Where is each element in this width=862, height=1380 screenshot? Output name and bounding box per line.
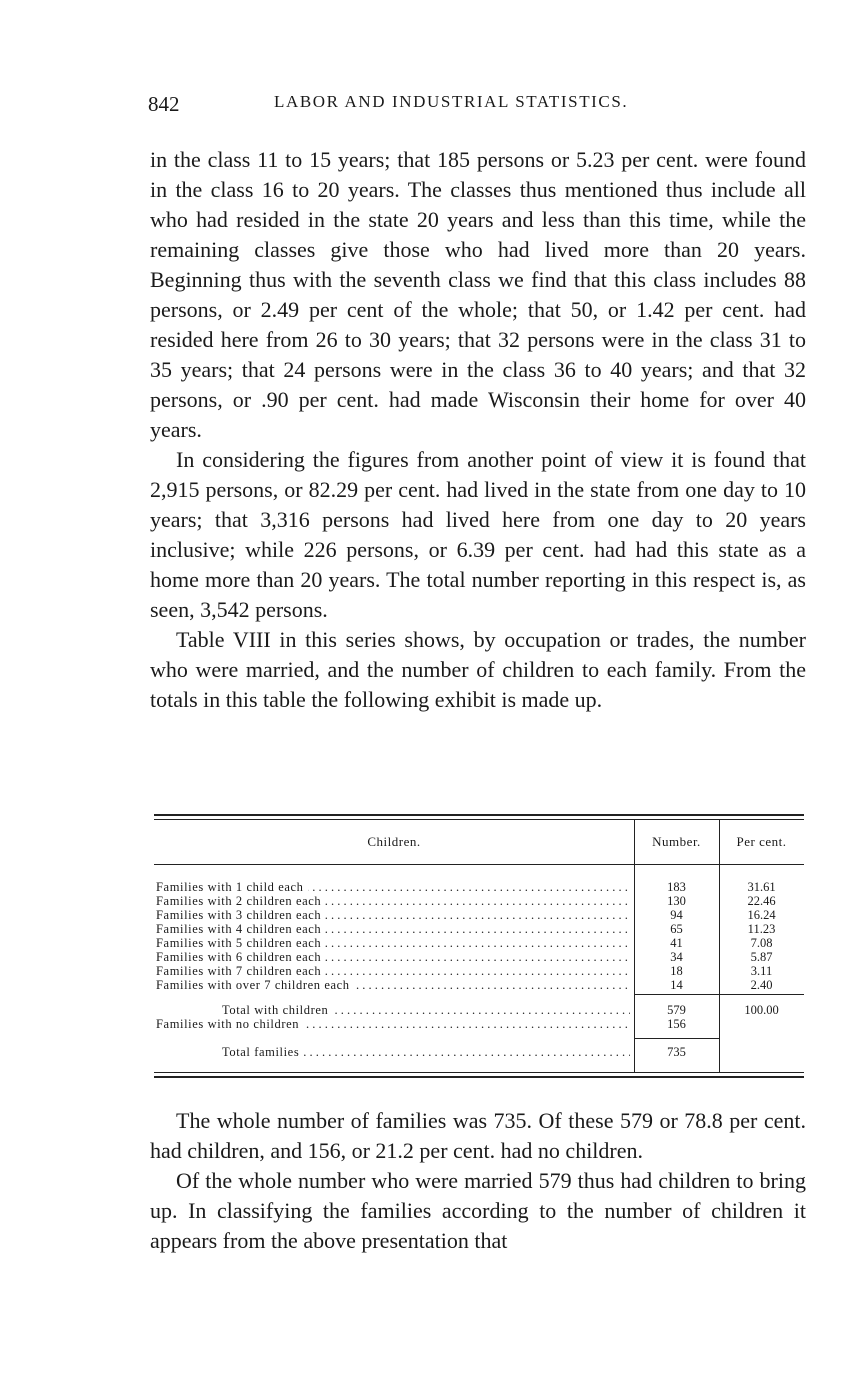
table-row-no-children bbox=[154, 1017, 804, 1031]
row-label: Families with no children bbox=[156, 1017, 303, 1031]
row-percent: 7.08 bbox=[750, 936, 773, 950]
paragraph: In considering the figures from another point of view it is found that 2,915 persons, or 82.29 per cent. had lived in the state from one day to 10 years; that 3,316 persons had lived here from one day to 20 years inclusive; while 226 persons, or 6.39 per cent. had had this state as a home more than 20 years. The total number reporting in this respect is, as seen, 3,542 persons. bbox=[150, 447, 806, 622]
table-rule bbox=[154, 1072, 804, 1073]
row-label: Families with 2 children each bbox=[156, 894, 325, 908]
row-label: Total with children bbox=[222, 1003, 332, 1017]
table-rule bbox=[154, 819, 804, 820]
row-number: 156 bbox=[667, 1017, 686, 1031]
paragraph: Table VIII in this series shows, by occupation or trades, the number who were married, and the number of children to each family. From the totals in this table the following exhibit is made up. bbox=[150, 627, 806, 712]
column-header-number: Number. bbox=[652, 834, 701, 849]
row-number: 14 bbox=[670, 978, 683, 992]
row-label: Families with 1 child each bbox=[156, 880, 308, 894]
row-percent: 11.23 bbox=[747, 922, 776, 936]
row-percent: 3.11 bbox=[750, 964, 773, 978]
table-rule bbox=[154, 864, 804, 865]
column-header-percent: Per cent. bbox=[736, 834, 787, 849]
row-number: 183 bbox=[667, 880, 686, 894]
table-rule bbox=[154, 814, 804, 816]
table-rule bbox=[634, 994, 719, 995]
row-percent: 2.40 bbox=[750, 978, 773, 992]
table-row-total-with-children bbox=[154, 1003, 804, 1017]
paragraph: Of the whole number who were married 579 thus had children to bring up. In classifying the families according to the number of children it appears from the above presentation that bbox=[150, 1168, 806, 1253]
body-text-bottom bbox=[150, 1106, 806, 1256]
table-row bbox=[154, 964, 804, 978]
row-label: Families with over 7 children each bbox=[156, 978, 354, 992]
row-label: Families with 6 children each bbox=[156, 950, 325, 964]
table-rule bbox=[634, 1038, 719, 1039]
paragraph: in the class 11 to 15 years; that 185 persons or 5.23 per cent. were found in the class 16 to 20 years. The classes thus mentioned thus include all who had resided in the state 20 years and less than this time, while the remaining classes give those who had lived more than 20 years. Beginning thus with the seventh class we find that this class includes 88 persons, or 2.49 per cent of the whole; that 50, or 1.42 per cent. had resided here from 26 to 30 years; that 32 persons were in the class 31 to 35 years; that 24 persons were in the class 36 to 40 years; and that 32 persons, or .90 per cent. had made Wisconsin their home for over 40 years. bbox=[150, 147, 806, 442]
row-percent: 31.61 bbox=[747, 880, 776, 894]
table-row bbox=[154, 978, 804, 992]
column-header-children: Children. bbox=[367, 834, 421, 849]
row-percent: 22.46 bbox=[747, 894, 776, 908]
row-label: Families with 3 children each bbox=[156, 908, 325, 922]
row-number: 34 bbox=[670, 950, 683, 964]
page-number: 842 bbox=[148, 92, 180, 116]
table-row-total-families bbox=[154, 1045, 804, 1059]
row-number: 579 bbox=[667, 1003, 686, 1017]
table-row bbox=[154, 936, 804, 950]
table-rule bbox=[154, 1076, 804, 1078]
table-row bbox=[154, 880, 804, 894]
row-number: 41 bbox=[670, 936, 683, 950]
row-number: 65 bbox=[670, 922, 683, 936]
row-number: 130 bbox=[667, 894, 686, 908]
row-percent: 16.24 bbox=[747, 908, 776, 922]
table-rule bbox=[719, 994, 804, 995]
row-number: 735 bbox=[667, 1045, 686, 1059]
table-row bbox=[154, 950, 804, 964]
body-text-top bbox=[150, 145, 806, 715]
row-label: Families with 7 children each bbox=[156, 964, 325, 978]
running-title: LABOR AND INDUSTRIAL STATISTICS. bbox=[274, 92, 629, 111]
page-header bbox=[148, 92, 808, 122]
row-percent: 5.87 bbox=[750, 950, 773, 964]
table-row bbox=[154, 908, 804, 922]
row-number: 18 bbox=[670, 964, 683, 978]
paragraph: The whole number of families was 735. Of these 579 or 78.8 per cent. had children, and 156, or 21.2 per cent. had no children. bbox=[150, 1108, 806, 1163]
row-percent: 100.00 bbox=[744, 1003, 779, 1017]
row-label: Families with 4 children each bbox=[156, 922, 325, 936]
children-table bbox=[154, 814, 804, 1080]
row-label: Families with 5 children each bbox=[156, 936, 325, 950]
table-row bbox=[154, 894, 804, 908]
row-label: Total families bbox=[222, 1045, 303, 1059]
row-number: 94 bbox=[670, 908, 683, 922]
table-row bbox=[154, 922, 804, 936]
